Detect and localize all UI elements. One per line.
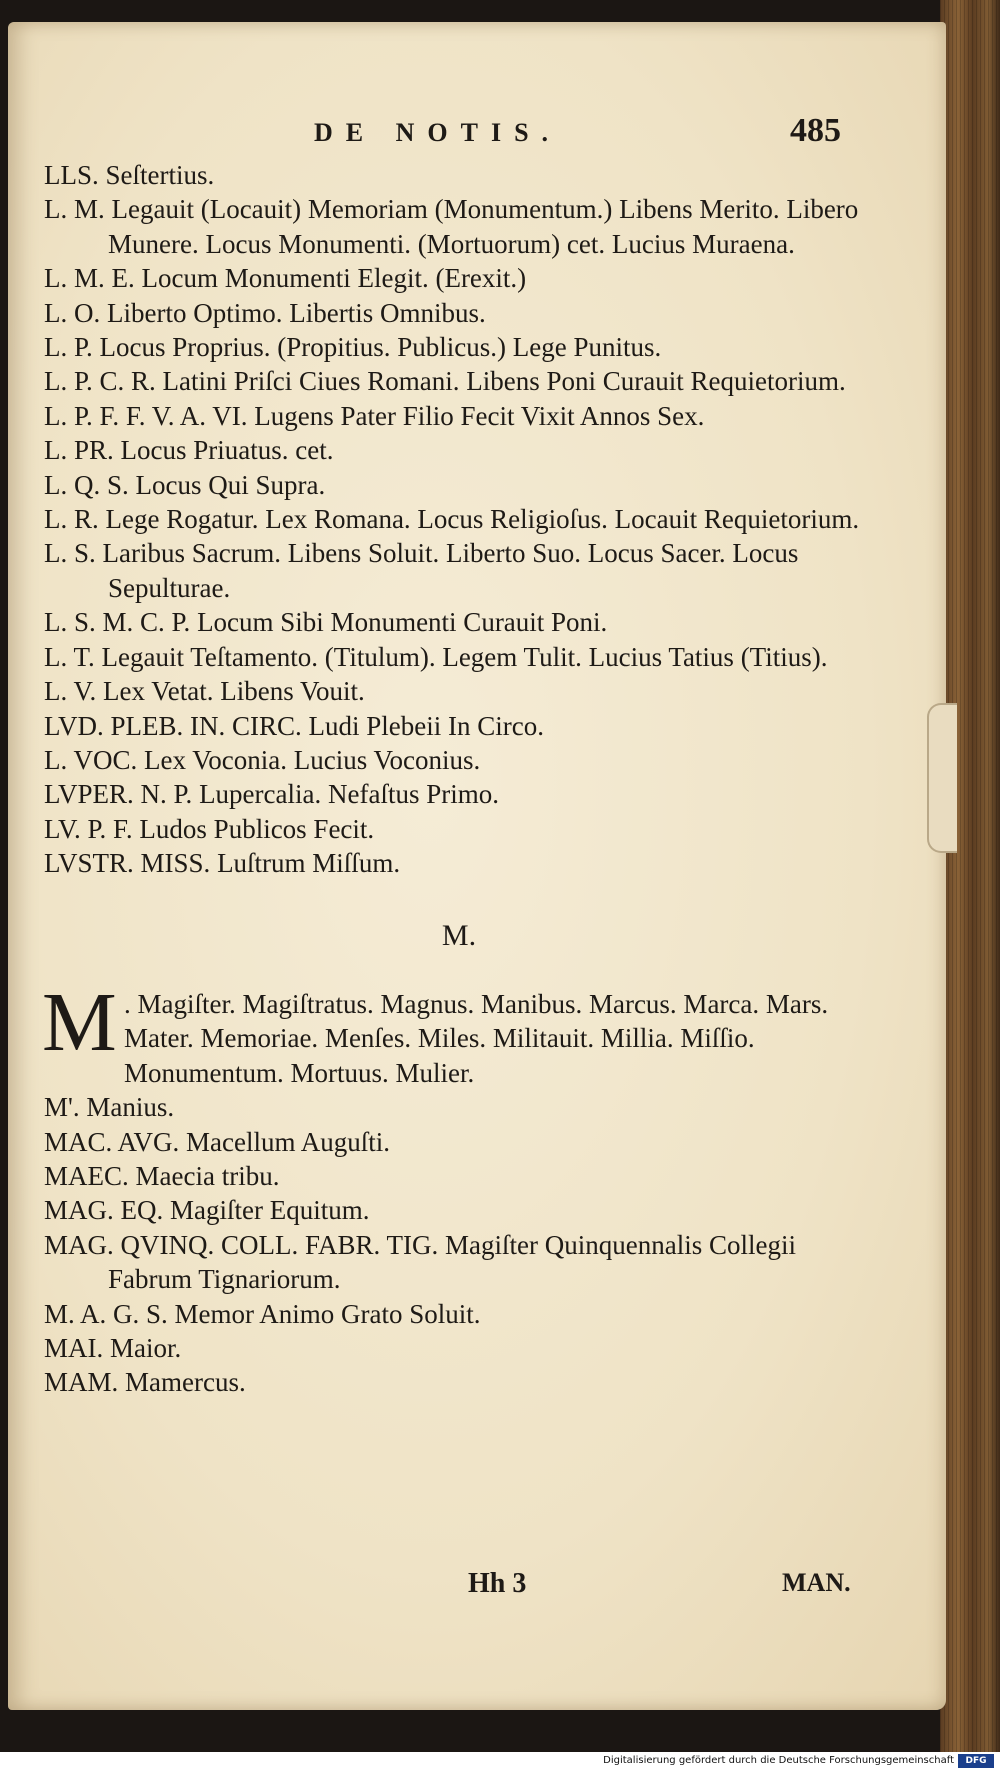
entry xyxy=(44,330,874,364)
entry-abbreviation: MAG. EQ. xyxy=(44,1195,164,1226)
entry-abbreviation: LV. P. F. xyxy=(44,813,133,844)
entry-expansion: Mamercus. xyxy=(125,1367,246,1398)
entry-expansion: Lupercalia. Nefaſtus Primo. xyxy=(199,779,499,810)
entry-expansion: Locus Qui Supra. xyxy=(135,469,326,500)
book-page-edges xyxy=(940,0,1000,1752)
entry xyxy=(44,296,874,330)
entry-expansion: Magiſter Equitum. xyxy=(170,1195,370,1226)
entry xyxy=(44,846,874,880)
abbreviation-list xyxy=(44,158,874,1400)
entry-abbreviation: L. O. xyxy=(44,297,101,328)
entry-expansion: Legauit (Locauit) Memoriam (Monumentum.) Libens Merito. Libero Munere. Locus Monumenti. (Mortuorum) cet. Lucius Muraena. xyxy=(108,194,859,259)
running-head xyxy=(0,112,1000,158)
entry-abbreviation: M. A. G. S. xyxy=(44,1298,168,1329)
entry xyxy=(44,743,874,777)
entry-abbreviation: LLS. xyxy=(44,160,99,190)
entry-abbreviation: MAG. QVINQ. COLL. FABR. TIG. xyxy=(44,1229,439,1260)
entry-expansion: Laribus Sacrum. Libens Soluit. Liberto Suo. Locus Sacer. Locus Sepulturae. xyxy=(102,538,799,603)
entry-expansion: Luſtrum Miſſum. xyxy=(217,848,401,879)
entry-abbreviation: L. VOC. xyxy=(44,744,138,775)
entry-expansion: Ludi Plebeii In Circo. xyxy=(308,710,544,741)
entry-abbreviation: L. R. xyxy=(44,504,99,535)
entry xyxy=(44,1331,874,1365)
entry-abbreviation: L. M. E. xyxy=(44,263,135,294)
entry-abbreviation: L. S. M. C. P. xyxy=(44,607,191,638)
page-tab-marker xyxy=(927,703,957,853)
entry-expansion: Lege Rogatur. Lex Romana. Locus Religioſus. Locauit Requietorium. xyxy=(105,504,860,535)
entry-expansion: Maior. xyxy=(110,1333,182,1363)
entry-expansion: Seſtertius. xyxy=(105,160,215,190)
entry xyxy=(44,1228,874,1297)
entry xyxy=(44,399,874,433)
entry xyxy=(44,674,874,708)
entry-abbreviation: L. P. C. R. xyxy=(44,366,156,397)
entry-expansion: Memor Animo Grato Soluit. xyxy=(174,1298,481,1329)
entry xyxy=(44,502,874,536)
entry-abbreviation: L. M. xyxy=(44,194,105,225)
entry-abbreviation: LVSTR. MISS. xyxy=(44,848,211,879)
page-number: 485 xyxy=(790,112,841,149)
entry xyxy=(44,1159,874,1193)
entries-m-group xyxy=(44,1090,874,1400)
entry xyxy=(44,433,874,467)
entry xyxy=(44,1193,874,1227)
entry-abbreviation: MAM. xyxy=(44,1367,119,1398)
running-head-title: DE NOTIS. xyxy=(314,118,562,147)
dropcap-text: . Magiſter. Magiſtratus. Magnus. Manibus. Marcus. Marca. Mars. Mater. Memoriae. Menſes. Miles. Militauit. Millia. Miſſio. Monumentum. Mortuus. Mulier. xyxy=(124,988,829,1088)
entry-expansion: Locum Monumenti Elegit. (Erexit.) xyxy=(141,263,527,294)
entry xyxy=(44,1365,874,1399)
entry-abbreviation: MAI. xyxy=(44,1333,104,1363)
entry xyxy=(44,709,874,743)
drop-cap: M xyxy=(42,975,117,1069)
entry-expansion: Liberto Optimo. Libertis Omnibus. xyxy=(107,297,486,328)
entry-abbreviation: M'. xyxy=(44,1092,80,1123)
entry-expansion: Ludos Publicos Fecit. xyxy=(139,813,375,844)
entry xyxy=(44,1297,874,1331)
entry-expansion: Manius. xyxy=(86,1092,175,1123)
entry-abbreviation: LVD. PLEB. IN. CIRC. xyxy=(44,710,302,741)
entry-abbreviation: MAC. AVG. xyxy=(44,1126,180,1157)
section-letter: M. xyxy=(441,918,477,952)
entry xyxy=(44,605,874,639)
entry-expansion: Lex Voconia. Lucius Voconius. xyxy=(144,744,481,775)
signature-mark: Hh 3 xyxy=(468,1568,527,1599)
entry-abbreviation: MAEC. xyxy=(44,1160,129,1191)
entry-expansion: Magiſter Quinquennalis Collegii Fabrum Tignariorum. xyxy=(108,1229,796,1295)
dropcap-entry xyxy=(42,975,874,1090)
entry xyxy=(44,1090,874,1124)
entry xyxy=(44,468,874,502)
entry-abbreviation: L. S. xyxy=(44,538,96,569)
entry xyxy=(44,536,874,605)
entry-abbreviation: L. V. xyxy=(44,676,97,707)
entry xyxy=(44,192,874,261)
entry xyxy=(44,1125,874,1159)
credit-text: Digitalisierung gefördert durch die Deutsche Forschungsgemeinschaft xyxy=(603,1755,954,1766)
entry-abbreviation: L. T. xyxy=(44,641,95,672)
entry-expansion: Lugens Pater Filio Fecit Vixit Annos Sex. xyxy=(254,400,705,431)
entry-expansion: Maecia tribu. xyxy=(135,1160,280,1191)
entries-l-group xyxy=(44,158,874,881)
entry-expansion: Macellum Auguſti. xyxy=(186,1126,391,1157)
entry-abbreviation: L. PR. xyxy=(44,435,114,466)
entry-abbreviation: L. Q. S. xyxy=(44,469,129,500)
entry xyxy=(44,158,874,192)
credit-bar xyxy=(0,1752,1000,1771)
entry xyxy=(44,261,874,295)
entry-expansion: Locus Proprius. (Propitius. Publicus.) Lege Punitus. xyxy=(99,332,662,363)
entry xyxy=(44,812,874,846)
entry-expansion: Locus Priuatus. cet. xyxy=(120,435,334,466)
entry-abbreviation: L. P. xyxy=(44,332,93,363)
entry xyxy=(44,777,874,811)
dfg-logo: DFG xyxy=(958,1754,994,1768)
entry-expansion: Lex Vetat. Libens Vouit. xyxy=(103,676,365,707)
entry xyxy=(44,364,874,398)
entry-expansion: Latini Priſci Ciues Romani. Libens Poni Curauit Requietorium. xyxy=(162,366,846,397)
entry-expansion: Legauit Teſtamento. (Titulum). Legem Tulit. Lucius Tatius (Titius). xyxy=(101,641,828,672)
entry-expansion: Locum Sibi Monumenti Curauit Poni. xyxy=(197,607,608,638)
catchword: MAN. xyxy=(782,1568,851,1597)
entry-abbreviation: L. P. F. F. V. A. VI. xyxy=(44,400,248,431)
entry xyxy=(44,640,874,674)
entry-abbreviation: LVPER. N. P. xyxy=(44,779,193,810)
